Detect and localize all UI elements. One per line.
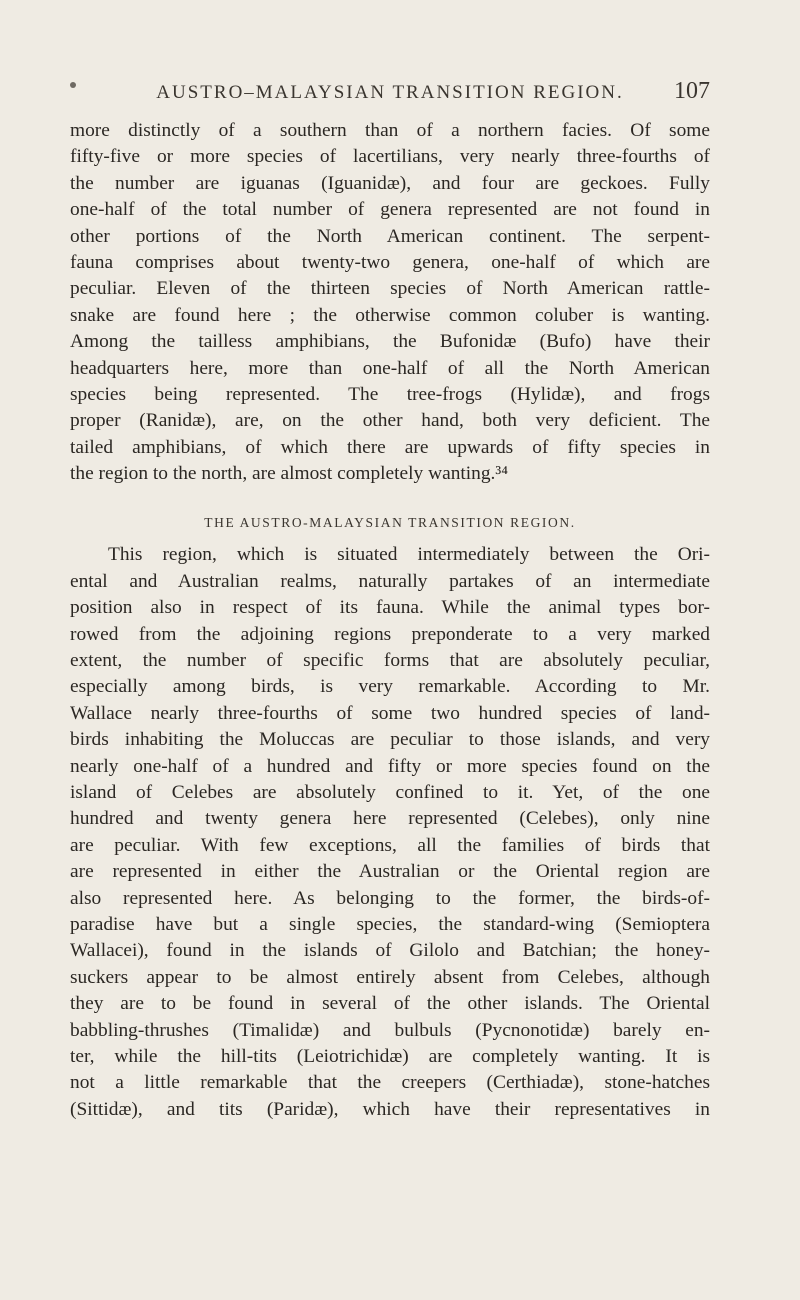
- text-line: are represented in either the Australian or the Oriental region are: [70, 861, 710, 883]
- text-line: the number are iguanas (Iguanidæ), and four are geckoes. Fully: [70, 172, 710, 194]
- text-line: Wallace nearly three-fourths of some two hundred species of land-: [70, 702, 710, 724]
- text-line: more distinctly of a southern than of a northern facies. Of some: [70, 120, 710, 141]
- paragraph-2: [70, 542, 710, 1123]
- text-line: they are to be found in several of the other islands. The Oriental: [70, 993, 710, 1015]
- text-line: not a little remarkable that the creepers (Certhiadæ), stone-hatches: [70, 1072, 710, 1094]
- text-line: This region, which is situated intermediately between the Ori-: [108, 544, 710, 566]
- text-line: ental and Australian realms, naturally partakes of an intermediate: [70, 570, 710, 592]
- text-line: rowed from the adjoining regions preponderate to a very marked: [70, 623, 710, 645]
- section-heading: THE AUSTRO-MALAYSIAN TRANSITION REGION.: [204, 515, 576, 531]
- text-line: are peculiar. With few exceptions, all the families of birds that: [70, 834, 710, 856]
- body-text: [70, 118, 710, 1123]
- text-line: hundred and twenty genera here represented (Celebes), only nine: [70, 808, 710, 830]
- text-line: other portions of the North American continent. The serpent-: [70, 225, 710, 247]
- text-line: nearly one-half of a hundred and fifty or more species found on the: [70, 755, 710, 777]
- text-line: Wallacei), found in the islands of Gilolo and Batchian; the honey-: [70, 940, 710, 962]
- text-line: (Sittidæ), and tits (Paridæ), which have their representatives in: [70, 1098, 710, 1120]
- text-line: especially among birds, is very remarkable. According to Mr.: [70, 676, 710, 698]
- text-line: fauna comprises about twenty-two genera, one-half of which are: [70, 251, 710, 273]
- text-line: peculiar. Eleven of the thirteen species of North American rattle-: [70, 278, 710, 300]
- text-line: paradise have but a single species, the standard-wing (Semioptera: [70, 913, 710, 935]
- text-line: Among the tailless amphibians, the Bufonidæ (Bufo) have their: [70, 331, 710, 353]
- text-line: headquarters here, more than one-half of all the North American: [70, 357, 710, 379]
- text-line: proper (Ranidæ), are, on the other hand, both very deficient. The: [70, 410, 710, 432]
- text-line: the region to the north, are almost completely wanting.³⁴: [70, 463, 508, 485]
- running-head: [70, 76, 710, 110]
- text-line: position also in respect of its fauna. While the animal types bor-: [70, 597, 710, 619]
- text-line: also represented here. As belonging to the former, the birds-of-: [70, 887, 710, 909]
- text-line: birds inhabiting the Moluccas are peculiar to those islands, and very: [70, 729, 710, 751]
- text-line: babbling-thrushes (Timalidæ) and bulbuls (Pycnonotidæ) barely en-: [70, 1019, 710, 1041]
- text-line: snake are found here ; the otherwise common coluber is wanting.: [70, 304, 710, 326]
- text-line: tailed amphibians, of which there are upwards of fifty species in: [70, 436, 710, 458]
- text-line: fifty-five or more species of lacertilians, very nearly three-fourths of: [70, 146, 710, 168]
- paragraph-1: [70, 118, 710, 487]
- text-line: ter, while the hill-tits (Leiotrichidæ) are completely wanting. It is: [70, 1045, 710, 1067]
- page-number: 107: [674, 78, 710, 104]
- text-line: suckers appear to be almost entirely absent from Celebes, although: [70, 966, 710, 988]
- text-line: one-half of the total number of genera represented are not found in: [70, 199, 710, 221]
- text-line: island of Celebes are absolutely confined to it. Yet, of the one: [70, 781, 710, 803]
- text-line: extent, the number of specific forms that are absolutely peculiar,: [70, 650, 710, 672]
- running-title: AUSTRO–MALAYSIAN TRANSITION REGION.: [156, 82, 624, 103]
- text-line: species being represented. The tree-frogs (Hylidæ), and frogs: [70, 383, 710, 405]
